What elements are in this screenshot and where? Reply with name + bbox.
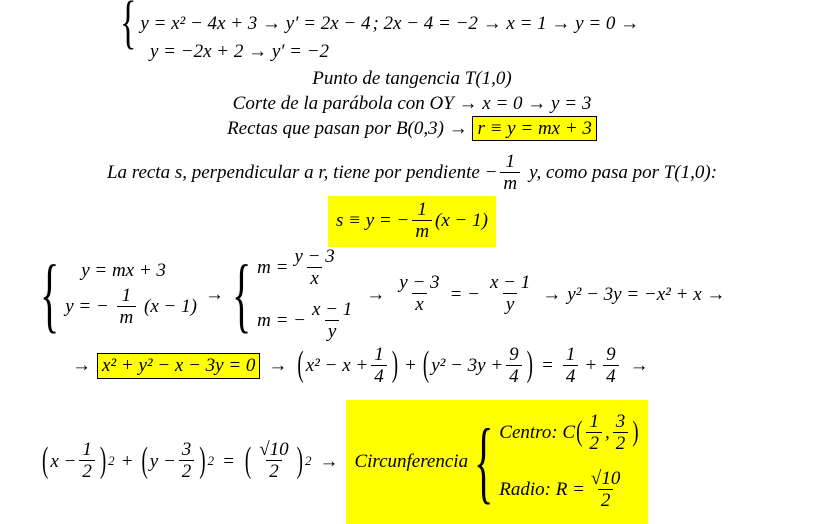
second-system-block [40, 245, 725, 345]
complete-square-1: x² − x + [305, 355, 369, 377]
plus-final: + [120, 450, 134, 472]
fraction-numerator: x − 1 [489, 272, 531, 294]
fraction-numerator: y − 3 [294, 246, 335, 267]
fraction-denominator: 2 [79, 460, 95, 483]
equation-after-system: ; 2x − 4 = −2 → x = 1 → y = 0 → [372, 13, 640, 35]
right-eq1-label: m = [257, 257, 289, 279]
fraction-denominator: 4 [603, 365, 619, 388]
lines-through-b-text: Rectas que pasan por B(0,3) → [227, 118, 468, 139]
equation-line: y = −2x + 2 → y′ = −2 [150, 41, 330, 62]
curly-brace-icon: { [120, 0, 137, 56]
fraction-numerator: y − 3 [399, 272, 440, 294]
fraction-1-over-m-s [412, 200, 432, 243]
perp-text-1: La recta s, perpendicular a r, tiene por pendiente − [106, 162, 498, 184]
final-term-2-prefix: y − [149, 450, 176, 472]
paren-close-final-2: ) [199, 441, 206, 481]
centre-label: Centro: C [499, 422, 576, 444]
system2-right-eq2 [257, 298, 358, 345]
paren-close-centre: ) [632, 417, 639, 449]
arrow-2: → [366, 283, 386, 305]
r-equation-highlight: r ≡ y = mx + 3 [472, 116, 596, 141]
fraction-numerator: 1 [121, 285, 132, 307]
fraction-denominator: y [325, 320, 339, 343]
s-equation-prefix: s ≡ y = − [336, 210, 410, 232]
fraction-numerator: √10 [259, 439, 289, 461]
fraction-numerator: 1 [505, 151, 516, 172]
circle-properties [499, 410, 639, 514]
paren-close-final-3: ) [296, 441, 303, 481]
s-equation-row [0, 196, 824, 247]
cut-oy-line: Corte de la parábola con OY → x = 0 → y = 3 [232, 93, 592, 114]
fraction-denominator: 4 [563, 365, 579, 388]
fraction-numerator: 3 [181, 439, 192, 461]
fraction-3-over-2 [179, 440, 195, 483]
fraction-denominator: m [117, 306, 137, 329]
fraction-denominator: 2 [266, 460, 282, 483]
fraction-denominator: x [307, 267, 321, 290]
system2-left-eq1: y = mx + 3 [81, 260, 166, 282]
perp-text-2: y, como pasa por T(1,0): [529, 162, 718, 184]
fraction-x1-over-y-2 [487, 273, 533, 316]
paren-close-1: ) [391, 345, 399, 386]
right-eq2-label: m = − [257, 310, 307, 332]
plus-sign-rhs: + [584, 355, 598, 377]
radius-row [499, 467, 639, 514]
system-line-2 [120, 41, 329, 63]
general-circle-equation-highlight: x² + y² − x − 3y = 0 [97, 353, 260, 379]
centre-row [499, 410, 639, 457]
plus-between-squares: + [404, 355, 417, 377]
fraction-rhs-1-over-4 [563, 345, 579, 388]
exponent-2-b: 2 [207, 453, 215, 469]
fraction-denominator: 4 [371, 365, 387, 388]
fraction-numerator: 9 [606, 344, 616, 365]
s-equation-suffix: (x − 1) [435, 210, 488, 232]
fraction-1-over-m-2 [117, 286, 137, 329]
curly-brace-icon-final: { [474, 408, 494, 513]
fraction-denominator: y [503, 293, 517, 316]
paren-open-centre: ( [576, 417, 583, 449]
arrow-final: → [319, 450, 339, 472]
fraction-radius [588, 469, 623, 512]
fraction-numerator: 9 [509, 344, 519, 365]
fraction-1-over-4 [371, 345, 387, 388]
perpendicular-sentence [0, 152, 824, 195]
fraction-numerator: √10 [590, 467, 621, 489]
equals-sign: = [541, 355, 554, 377]
chain-result: y² − 3y = −x² + x → [567, 283, 726, 305]
fraction-numerator: 1 [82, 439, 92, 461]
system2-right-eq1 [257, 245, 358, 292]
system2-left-eq2 [65, 284, 197, 331]
fraction-numerator: 1 [417, 199, 427, 220]
fraction-denominator: 2 [179, 460, 195, 483]
circle-data-highlight [346, 400, 647, 524]
circle-equation-row [72, 345, 649, 388]
fraction-sqrt10-over-2 [256, 440, 291, 483]
exponent-2-c: 2 [305, 453, 312, 469]
equation-parabola: y = x² − 4x + 3 → y′ = 2x − 4 [140, 13, 371, 35]
arrow-in: → [72, 355, 91, 377]
fraction-denominator: m [412, 220, 432, 243]
paren-open-2: ( [422, 345, 430, 386]
curly-brace-icon-left: { [40, 246, 60, 341]
paren-open-1: ( [297, 345, 304, 386]
final-term-1-prefix: x − [50, 450, 77, 472]
final-result-row [40, 400, 648, 524]
fraction-y3-over-x-2 [396, 273, 442, 316]
system2-left [65, 258, 197, 331]
fraction-denominator: m [500, 172, 520, 195]
fraction-rhs-9-over-4 [603, 345, 619, 388]
chain-equals: = − [449, 283, 480, 305]
circunferencia-label: Circunferencia [354, 450, 469, 472]
fraction-9-over-4 [506, 345, 522, 388]
chain-arrow: → [542, 283, 562, 305]
left-eq2-suffix: (x − 1) [144, 296, 197, 318]
exponent-2-a: 2 [108, 453, 115, 469]
equals-final: = [222, 450, 235, 472]
centre-separator: , [604, 422, 610, 444]
paren-close-final-1: ) [99, 441, 107, 481]
left-eq2-prefix: y = − [65, 296, 109, 318]
paren-open-final-2: ( [141, 441, 148, 481]
fraction-denominator: 2 [613, 432, 629, 455]
fraction-x1-over-y [309, 300, 355, 343]
fraction-1-over-m [500, 152, 520, 195]
s-equation-highlight [328, 196, 496, 247]
fraction-centre-y [613, 412, 629, 455]
fraction-numerator: 1 [565, 344, 576, 365]
paren-close-2: ) [526, 345, 533, 386]
radius-label: Radio: R = [499, 479, 585, 501]
lines-through-b [0, 118, 824, 140]
fraction-numerator: 3 [615, 411, 626, 432]
fraction-denominator: 4 [506, 365, 522, 388]
arrow-1: → [204, 283, 224, 305]
paren-open-final-1: ( [42, 441, 49, 481]
fraction-numerator: 1 [589, 411, 599, 432]
arrow-out: → [268, 355, 288, 377]
curly-brace-icon-right: { [231, 246, 252, 341]
fraction-numerator: 1 [374, 344, 384, 365]
system2-right [257, 245, 358, 345]
fraction-centre-x [586, 412, 602, 455]
paren-open-final-3: ( [244, 441, 252, 481]
fraction-1-over-2 [79, 440, 95, 483]
fraction-denominator: x [412, 293, 426, 316]
fraction-y3-over-x [291, 247, 337, 290]
fraction-denominator: 2 [598, 489, 614, 512]
fraction-numerator: x − 1 [312, 298, 353, 320]
tangency-point-line: Punto de tangencia T(1,0) [312, 68, 512, 89]
complete-square-2: y² − 3y + [431, 355, 504, 377]
arrow-end: → [629, 355, 649, 377]
fraction-denominator: 2 [586, 432, 602, 455]
